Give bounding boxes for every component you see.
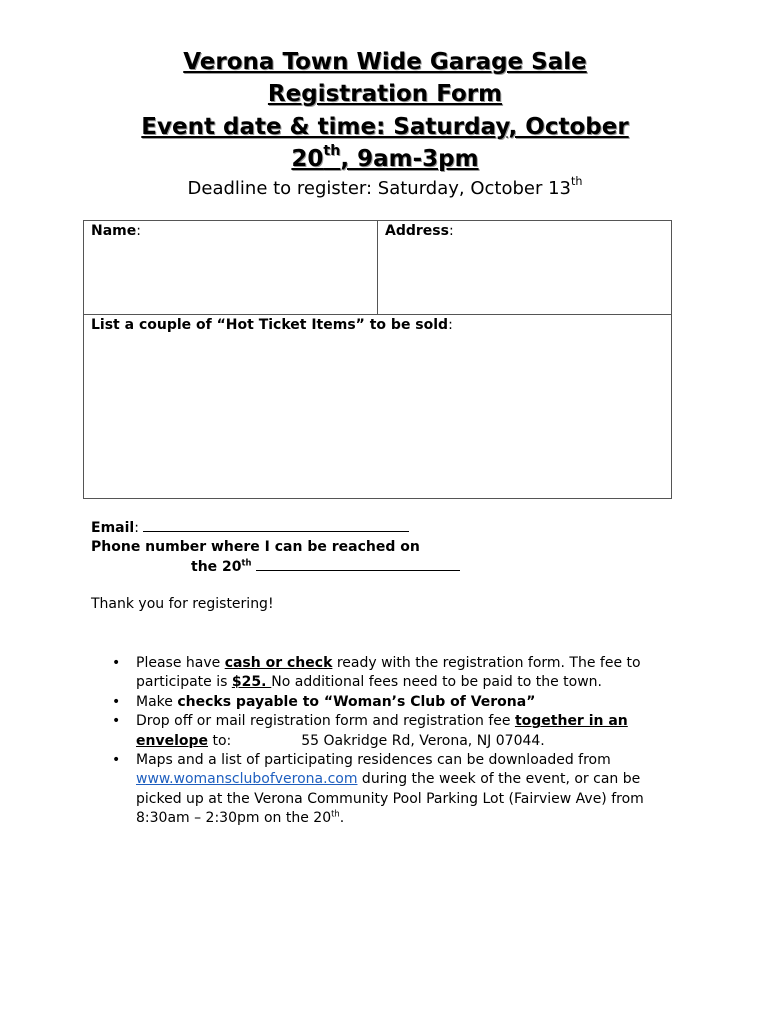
phone-label: Phone number where I can be reached on [91, 539, 420, 555]
bullet-icon: • [112, 713, 121, 730]
bullet-text: Drop off or mail registration form and registration fee [136, 713, 515, 730]
bullet-text: during the week of the event, or can be picked up at the Verona Community Pool Parking Lot (Fairview Ave) from 8:30am – 2:30pm on the 20 [136, 771, 644, 827]
bullet-text: ready with the registration form. The fee to participate is [136, 655, 641, 691]
name-label: Name [91, 223, 137, 239]
phone-row-2 [91, 557, 460, 577]
contact-section [91, 518, 460, 577]
cash-or-check-emphasis: cash or check [224, 655, 333, 671]
phone-row [91, 538, 460, 557]
list-item [112, 751, 682, 829]
payee-emphasis: checks payable to “Woman’s Club of Verona” [177, 693, 536, 710]
deadline-suffix: th [571, 175, 583, 189]
hot-items-colon: : [448, 317, 453, 333]
email-line[interactable] [143, 518, 409, 532]
event-time-line [80, 143, 690, 175]
registration-table [83, 220, 672, 499]
deadline-text: Deadline to register: Saturday, October 13 [187, 178, 572, 199]
thank-you-text: Thank you for registering! [91, 596, 274, 612]
bullet-icon: • [112, 655, 121, 671]
page-title-line-1: Verona Town Wide Garage Sale [183, 49, 587, 75]
bullet-text: Please have [136, 655, 225, 671]
event-day: 20 [291, 146, 324, 172]
list-item [112, 712, 682, 751]
instructions-list [112, 654, 682, 829]
phone-line[interactable] [256, 557, 460, 571]
event-day-suffix: th [323, 143, 341, 160]
bullet-icon: • [112, 693, 121, 710]
envelope-emphasis: together in an envelope [136, 713, 628, 749]
list-item [112, 654, 682, 693]
page-title-line-2: Registration Form [267, 81, 503, 107]
event-date-line: Event date & time: Saturday, October [141, 114, 629, 140]
email-row [91, 518, 460, 538]
address-field[interactable] [378, 221, 671, 314]
bullet-text: No additional fees need to be paid to the town. [271, 674, 602, 691]
email-colon: : [134, 520, 139, 536]
email-label: Email [91, 520, 135, 536]
website-link[interactable]: www.womansclubofverona.com [136, 771, 358, 788]
mailing-address: 55 Oakridge Rd, Verona, NJ 07044. [301, 732, 545, 749]
hot-items-field[interactable] [84, 314, 671, 498]
phone-day: the 20 [191, 559, 242, 575]
date-suffix: th [331, 808, 340, 819]
bullet-text: Make [136, 693, 178, 710]
bullet-text: Maps and a list of participating residences can be downloaded from [136, 752, 611, 769]
bullet-icon: • [112, 752, 121, 769]
hot-items-label: List a couple of “Hot Ticket Items” to be sold [91, 317, 449, 333]
name-colon: : [136, 223, 141, 239]
name-field[interactable] [84, 221, 378, 314]
bullet-text: . [339, 810, 345, 827]
address-label: Address [385, 223, 449, 239]
bullet-text: to: [208, 732, 232, 749]
fee-amount: $25. [231, 674, 272, 691]
event-hours: , 9am-3pm [340, 146, 479, 172]
phone-day-suffix: th [241, 557, 252, 568]
list-item [112, 693, 682, 712]
address-colon: : [448, 223, 454, 239]
registration-deadline [80, 175, 690, 203]
